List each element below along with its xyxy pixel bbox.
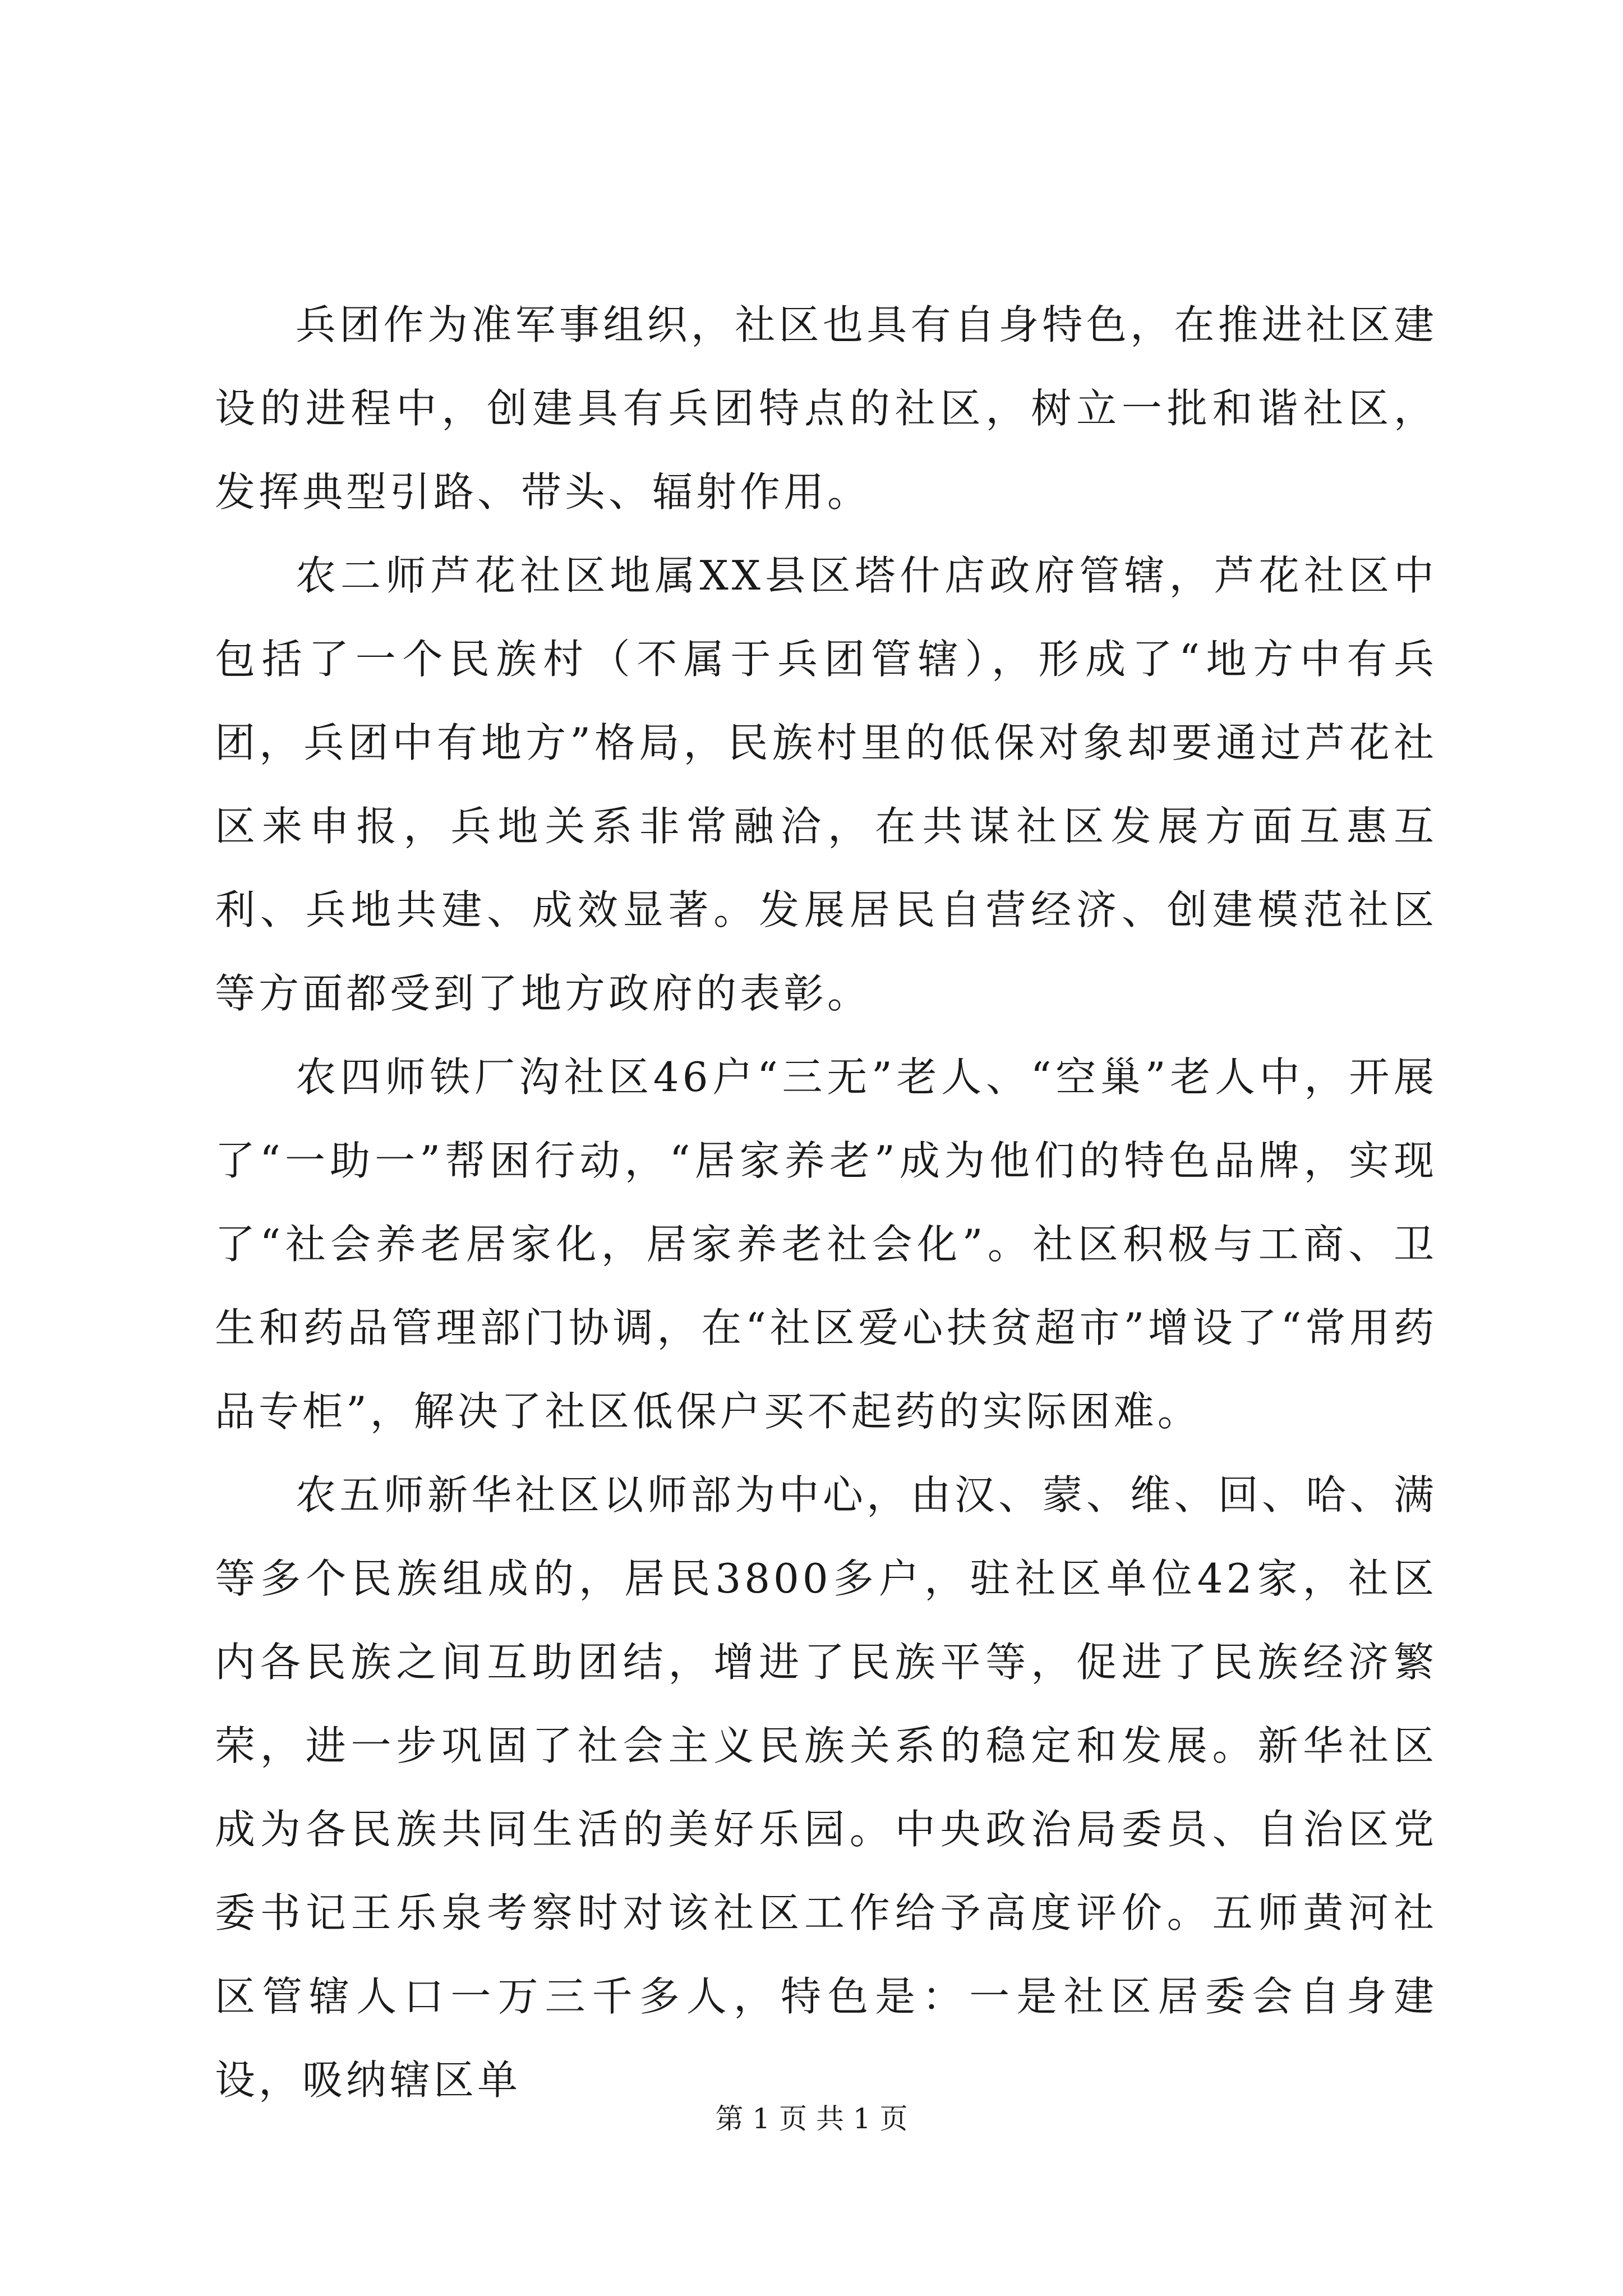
paragraph-3: 农四师铁厂沟社区46户“三无”老人、“空巢”老人中，开展了“一助一”帮困行动，“居家养老”成为他们的特色品牌，实现了“社会养老居家化，居家养老社会化”。社区积极与工商、卫生和药品管理部门协调，在“社区爱心扶贫超市”增设了“常用药品专柜”，解决了社区低保户买不起药的实际困难。 — [215, 1053, 1437, 1435]
page-footer: 第 1 页 共 1 页 — [715, 2102, 908, 2135]
paragraph-4: 农五师新华社区以师部为中心，由汉、蒙、维、回、哈、满等多个民族组成的，居民3800多户，驻社区单位42家，社区内各民族之间互助团结，增进了民族平等，促进了民族经济繁荣，进一步巩固了社会主义民族关系的稳定和发展。新华社区成为各民族共同生活的美好乐园。中央政治局委员、自治区党委书记王乐泉考察时对该社区工作给予高度评价。五师黄河社区管辖人口一万三千多人，特色是：一是社区居委会自身建设，吸纳辖区单 — [215, 1471, 1437, 2104]
document-body — [215, 283, 1437, 2122]
paragraph-2: 农二师芦花社区地属XX县区塔什店政府管辖，芦花社区中包括了一个民族村（不属于兵团管辖），形成了“地方中有兵团，兵团中有地方”格局，民族村里的低保对象却要通过芦花社区来申报，兵地关系非常融洽，在共谋社区发展方面互惠互利、兵地共建、成效显著。发展居民自营经济、创建模范社区等方面都受到了地方政府的表彰。 — [215, 552, 1437, 1017]
paragraph-1: 兵团作为准军事组织，社区也具有自身特色，在推进社区建设的进程中，创建具有兵团特点的社区，树立一批和谐社区，发挥典型引路、带头、辐射作用。 — [215, 301, 1437, 516]
